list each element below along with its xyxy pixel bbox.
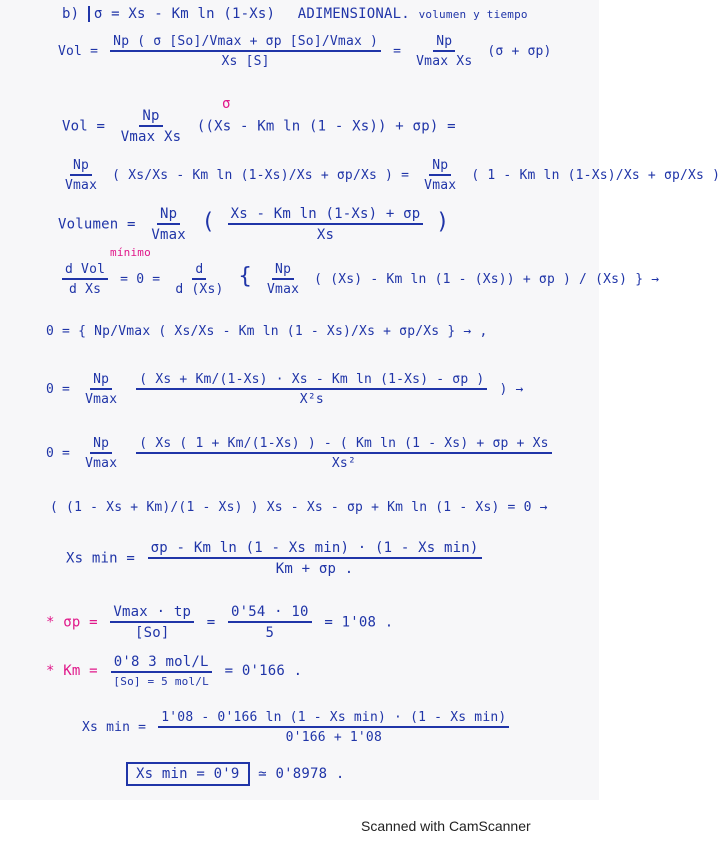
eq1-right-tail: (σ + σp): [487, 44, 552, 59]
eq6-text: 0 = { Np/Vmax ( Xs/Xs - Km ln (1 - Xs)/Xs + σp/Xs } → ,: [46, 324, 488, 339]
sigma-annotation: σ: [222, 96, 231, 112]
eq1-numerator: Np ( σ [So]/Vmax + σp [So]/Vmax ): [110, 34, 381, 52]
eq5-numerator-1: d Vol: [62, 262, 108, 280]
eq5-fraction-1: [62, 262, 108, 297]
equation-simplified: [50, 500, 548, 515]
eq12-lhs: * Km =: [46, 663, 98, 679]
eq7-lhs: 0 =: [46, 382, 71, 397]
eq3-denominator-2: Vmax: [424, 178, 457, 193]
equation-volume-3: [58, 158, 720, 193]
eq12-result: = 0'166 .: [224, 663, 303, 679]
equation-volume-1: [58, 34, 552, 69]
eq4-numerator-1: Np: [157, 206, 180, 225]
eq2-lhs: Vol =: [62, 118, 106, 135]
eq5-numerator-3: Np: [272, 262, 294, 280]
eq5-tail: ( (Xs) - Km ln (1 - (Xs)) + σp ) / (Xs) } →: [314, 272, 660, 287]
eq7-denominator-1: Vmax: [85, 392, 118, 407]
equation-zero-3: [46, 436, 556, 471]
eq3-numerator-2: Np: [429, 158, 451, 176]
eq10-fraction: [148, 540, 482, 577]
eq5-denominator-3: Vmax: [267, 282, 300, 297]
eq3-middle: ( Xs/Xs - Km ln (1-Xs)/Xs + σp/Xs ) =: [112, 168, 410, 183]
eq11-equals: =: [206, 614, 216, 631]
part-label: b): [62, 6, 80, 22]
eq1-fraction: [110, 34, 381, 69]
eq3-fraction-2: [421, 158, 459, 193]
eq13-denominator: 0'166 + 1'08: [285, 730, 382, 745]
eq8-denominator-2: Xs²: [331, 456, 356, 471]
eq3-tail: ( 1 - Km ln (1-Xs)/Xs + σp/Xs ): [471, 168, 720, 183]
equation-km: [46, 654, 302, 688]
eq1-equals: =: [393, 44, 402, 59]
eq8-numerator-1: Np: [90, 436, 112, 454]
eq13-lhs: Xs min =: [82, 720, 147, 735]
header-line: [62, 6, 528, 22]
eq7-numerator-2: ( Xs + Km/(1-Xs) · Xs - Km ln (1-Xs) - σp ): [136, 372, 487, 390]
eq11-denominator-2: 5: [265, 625, 275, 641]
eq2-tail: ((Xs - Km ln (1 - Xs)) + σp) =: [196, 118, 456, 135]
eq10-numerator: σp - Km ln (1 - Xs min) · (1 - Xs min): [148, 540, 482, 559]
eq4-fraction-1: [148, 206, 189, 243]
boxed-result: Xs min = 0'9: [126, 762, 250, 786]
eq7-tail: ) →: [499, 382, 524, 397]
eq7-denominator-2: X²s: [299, 392, 324, 407]
eq10-denominator: Km + σp .: [275, 561, 354, 577]
eq4-numerator-2: Xs - Km ln (1-Xs) + σp: [228, 206, 424, 225]
eq1-right-fraction: [413, 34, 475, 69]
equation-xsmin: [66, 540, 486, 577]
eq11-fraction-1: [110, 604, 194, 641]
eq1-right-numerator: Np: [433, 34, 455, 52]
eq8-fraction-1: [82, 436, 120, 471]
eq7-numerator-1: Np: [90, 372, 112, 390]
eq4-denominator-1: Vmax: [151, 227, 186, 243]
eq2-denominator: Vmax Xs: [120, 129, 182, 145]
eq13-numerator: 1'08 - 0'166 ln (1 - Xs min) · (1 - Xs min): [158, 710, 509, 728]
eq5-denominator-1: d Xs: [69, 282, 102, 297]
eq1-denominator: Xs [S]: [221, 54, 270, 69]
eq5-denominator-2: d (Xs): [175, 282, 224, 297]
equation-sigma-p: [46, 604, 393, 641]
eq4-lhs: Volumen =: [58, 216, 136, 233]
eq5-fraction-2: [172, 262, 226, 297]
header-tag: ADIMENSIONAL.: [297, 6, 410, 22]
eq3-fraction-1: [62, 158, 100, 193]
approx-result: ≃ 0'8978 .: [258, 766, 345, 782]
equation-zero-1: [46, 324, 487, 339]
equation-xsmin-numeric: [82, 710, 513, 745]
eq12-numerator: 0'8 3 mol/L: [111, 654, 212, 673]
eq11-numerator-1: Vmax · tp: [110, 604, 194, 623]
eq11-fraction-2: [228, 604, 312, 641]
eq4-fraction-2: [228, 206, 424, 243]
header-note: volumen y tiempo: [418, 8, 528, 21]
eq8-denominator-1: Vmax: [85, 456, 118, 471]
eq4-denominator-2: Xs: [316, 227, 335, 243]
eq13-fraction: [158, 710, 509, 745]
minimo-label: mínimo: [110, 246, 151, 259]
eq7-fraction-2: [136, 372, 487, 407]
eq5-middle: = 0 =: [120, 272, 161, 287]
eq8-lhs: 0 =: [46, 446, 71, 461]
final-result: [126, 762, 344, 786]
eq8-numerator-2: ( Xs ( 1 + Km/(1-Xs) ) - ( Km ln (1 - Xs) + σp + Xs: [136, 436, 551, 454]
eq12-fraction: [110, 654, 212, 688]
eq7-fraction-1: [82, 372, 120, 407]
eq3-numerator-1: Np: [70, 158, 92, 176]
equation-derivative: $\frac{\text{d Vol}}{\text{d Xs}}$ = 0 = $\frac{d}{d (Xs)}$ { $\frac{Np}{Vmax}$ ( (Xs) - Km ln (1 - (Xs)) + σp ) / (Xs) } →: [58, 262, 659, 297]
eq9-text: ( (1 - Xs + Km)/(1 - Xs) ) Xs - Xs - σp + Km ln (1 - Xs) = 0 →: [50, 500, 548, 515]
eq8-fraction-2: [136, 436, 551, 471]
eq11-denominator-1: [So]: [135, 625, 170, 641]
eq11-numerator-2: 0'54 · 10: [228, 604, 312, 623]
eq12-denominator: [So] = 5 mol/L: [113, 675, 209, 688]
eq5-fraction-3: [264, 262, 302, 297]
equation-zero-2: [46, 372, 524, 407]
eq10-lhs: Xs min =: [66, 550, 136, 567]
eq1-lhs: Vol =: [58, 44, 99, 59]
header-equation: σ = Xs - Km ln (1-Xs): [88, 6, 275, 22]
eq3-denominator-1: Vmax: [65, 178, 98, 193]
eq2-fraction: [118, 108, 184, 145]
equation-volumen: Volumen = $\frac{Np}{Vmax}$ ( $\frac{\text{Xs - Km ln (1-Xs) + σp}}{Xs}$ ): [58, 206, 450, 243]
camscanner-footer: Scanned with CamScanner: [361, 818, 531, 834]
eq5-numerator-2: d: [192, 262, 206, 280]
equation-volume-2: [62, 108, 456, 145]
eq1-right-denominator: Vmax Xs: [416, 54, 473, 69]
eq11-result: = 1'08 .: [324, 614, 394, 631]
eq11-lhs: * σp =: [46, 614, 98, 631]
eq2-numerator: Np: [139, 108, 162, 127]
